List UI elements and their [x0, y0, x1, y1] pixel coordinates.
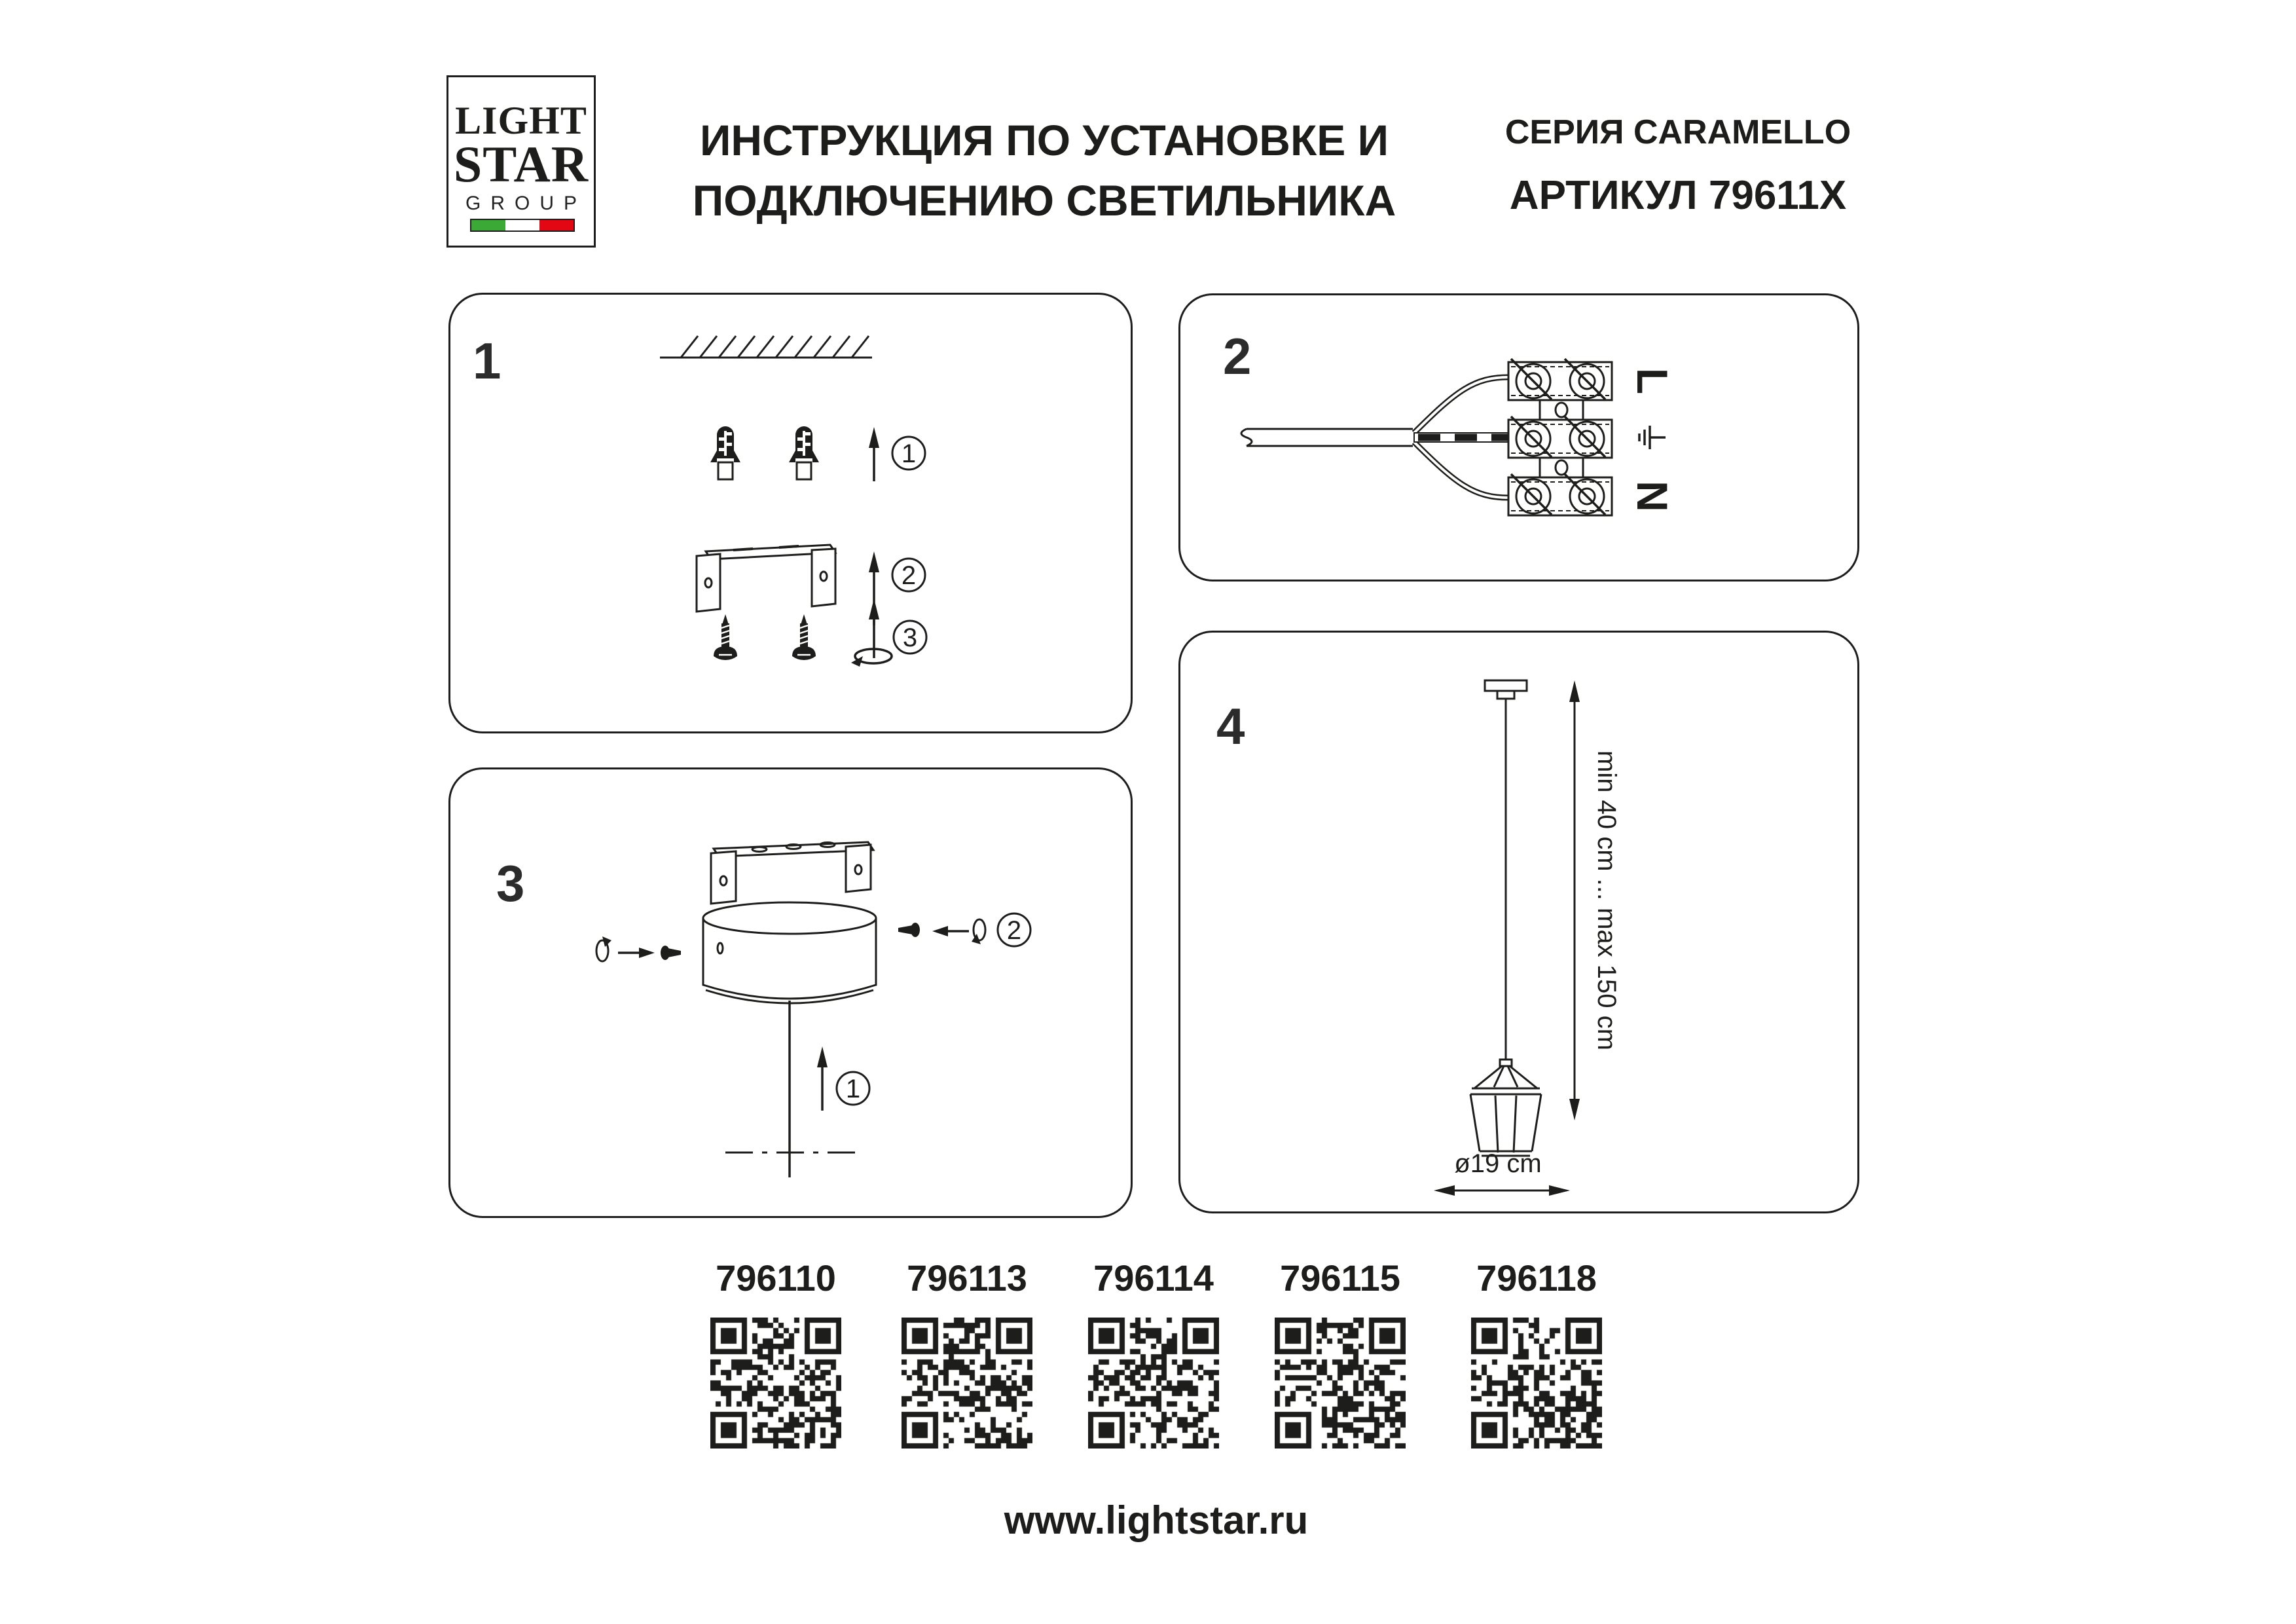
height-dimension-label: min 40 cm ... max 150 cm: [1592, 750, 1621, 1050]
svg-text:1: 1: [901, 439, 917, 468]
arrow-up-icon: [817, 1046, 828, 1111]
height-dimension: [1569, 680, 1621, 1120]
supply-cable: [1241, 429, 1413, 446]
callout-1: [837, 1072, 869, 1105]
logo-word-star: STAR: [453, 136, 589, 193]
series-name: СЕРИЯ CARAMELLO: [1504, 113, 1851, 151]
article-column: [697, 1257, 854, 1299]
logo-word-group: GROUP: [465, 193, 587, 214]
wire-live: [1414, 377, 1508, 433]
article-column: [1458, 1257, 1615, 1299]
lightstar-logo: [446, 75, 596, 248]
label-live: L: [1628, 367, 1677, 395]
flag-red-stripe: [539, 220, 574, 231]
article-number: АРТИКУЛ 79611X: [1509, 173, 1847, 218]
article-code: 796118: [1476, 1257, 1597, 1299]
article-column: [888, 1257, 1046, 1299]
side-screw-left: [596, 936, 681, 961]
qr-canvas: [1275, 1318, 1406, 1449]
website-url: www.lightstar.ru: [1004, 1498, 1309, 1542]
flag-green-stripe: [471, 220, 505, 231]
mounting-bracket-icon: [711, 842, 873, 904]
ceiling-mount-icon: [1485, 680, 1527, 699]
arrow-up-icon: [869, 427, 879, 481]
mounting-bracket-icon: [697, 545, 835, 612]
article-code: 796113: [907, 1257, 1027, 1299]
flag-white-stripe: [505, 220, 539, 231]
step-4-number: 4: [1216, 697, 1245, 755]
earth-icon: [1639, 426, 1666, 449]
svg-text:3: 3: [902, 623, 918, 652]
wire-neutral: [1414, 442, 1508, 498]
svg-text:2: 2: [901, 561, 917, 590]
callout-2: [998, 913, 1030, 946]
italian-flag-icon: [470, 219, 575, 232]
article-column: [1075, 1257, 1232, 1299]
step-3-number: 3: [496, 855, 525, 912]
diameter-dimension-label: ø19 cm: [1454, 1149, 1542, 1178]
article-code: 796115: [1280, 1257, 1400, 1299]
arrow-up-rotate-icon: [851, 599, 892, 667]
step-1-diagram: [448, 293, 1133, 733]
logo-word-light: LIGHT: [455, 99, 587, 142]
qr-canvas: [1471, 1318, 1602, 1449]
svg-text:1: 1: [845, 1075, 861, 1103]
svg-text:2: 2: [1006, 916, 1022, 945]
qr-canvas: [902, 1318, 1032, 1449]
wire-earth-striped: [1414, 433, 1508, 442]
qr-canvas: [1088, 1318, 1219, 1449]
label-neutral: N: [1628, 481, 1677, 512]
ceiling-hatch: [660, 336, 872, 358]
diameter-dimension: [1434, 1149, 1570, 1196]
step-2-number: 2: [1223, 327, 1252, 385]
callout-2: [892, 559, 925, 591]
terminal-block: [1508, 359, 1612, 515]
step-3-diagram: [448, 767, 1133, 1218]
wall-plugs-row: [710, 426, 925, 481]
canopy-icon: [703, 902, 876, 1003]
title-line-2: ПОДКЛЮЧЕНИЮ СВЕТИЛЬНИКА: [692, 176, 1396, 225]
step-4-diagram: [1178, 631, 1859, 1213]
lamp-shade-icon: [1470, 1060, 1541, 1156]
callout-3: [894, 621, 926, 654]
screws-row: [714, 599, 926, 667]
qr-canvas: [710, 1318, 841, 1449]
step-1-number: 1: [473, 332, 501, 390]
callout-1: [892, 437, 925, 470]
page-title: [648, 110, 1440, 231]
side-screw-right: [898, 913, 1030, 946]
article-code: 796110: [716, 1257, 836, 1299]
article-column: [1262, 1257, 1419, 1299]
step-2-diagram: [1178, 293, 1859, 581]
article-code: 796114: [1093, 1257, 1214, 1299]
title-line-1: ИНСТРУКЦИЯ ПО УСТАНОВКЕ И: [699, 116, 1389, 164]
